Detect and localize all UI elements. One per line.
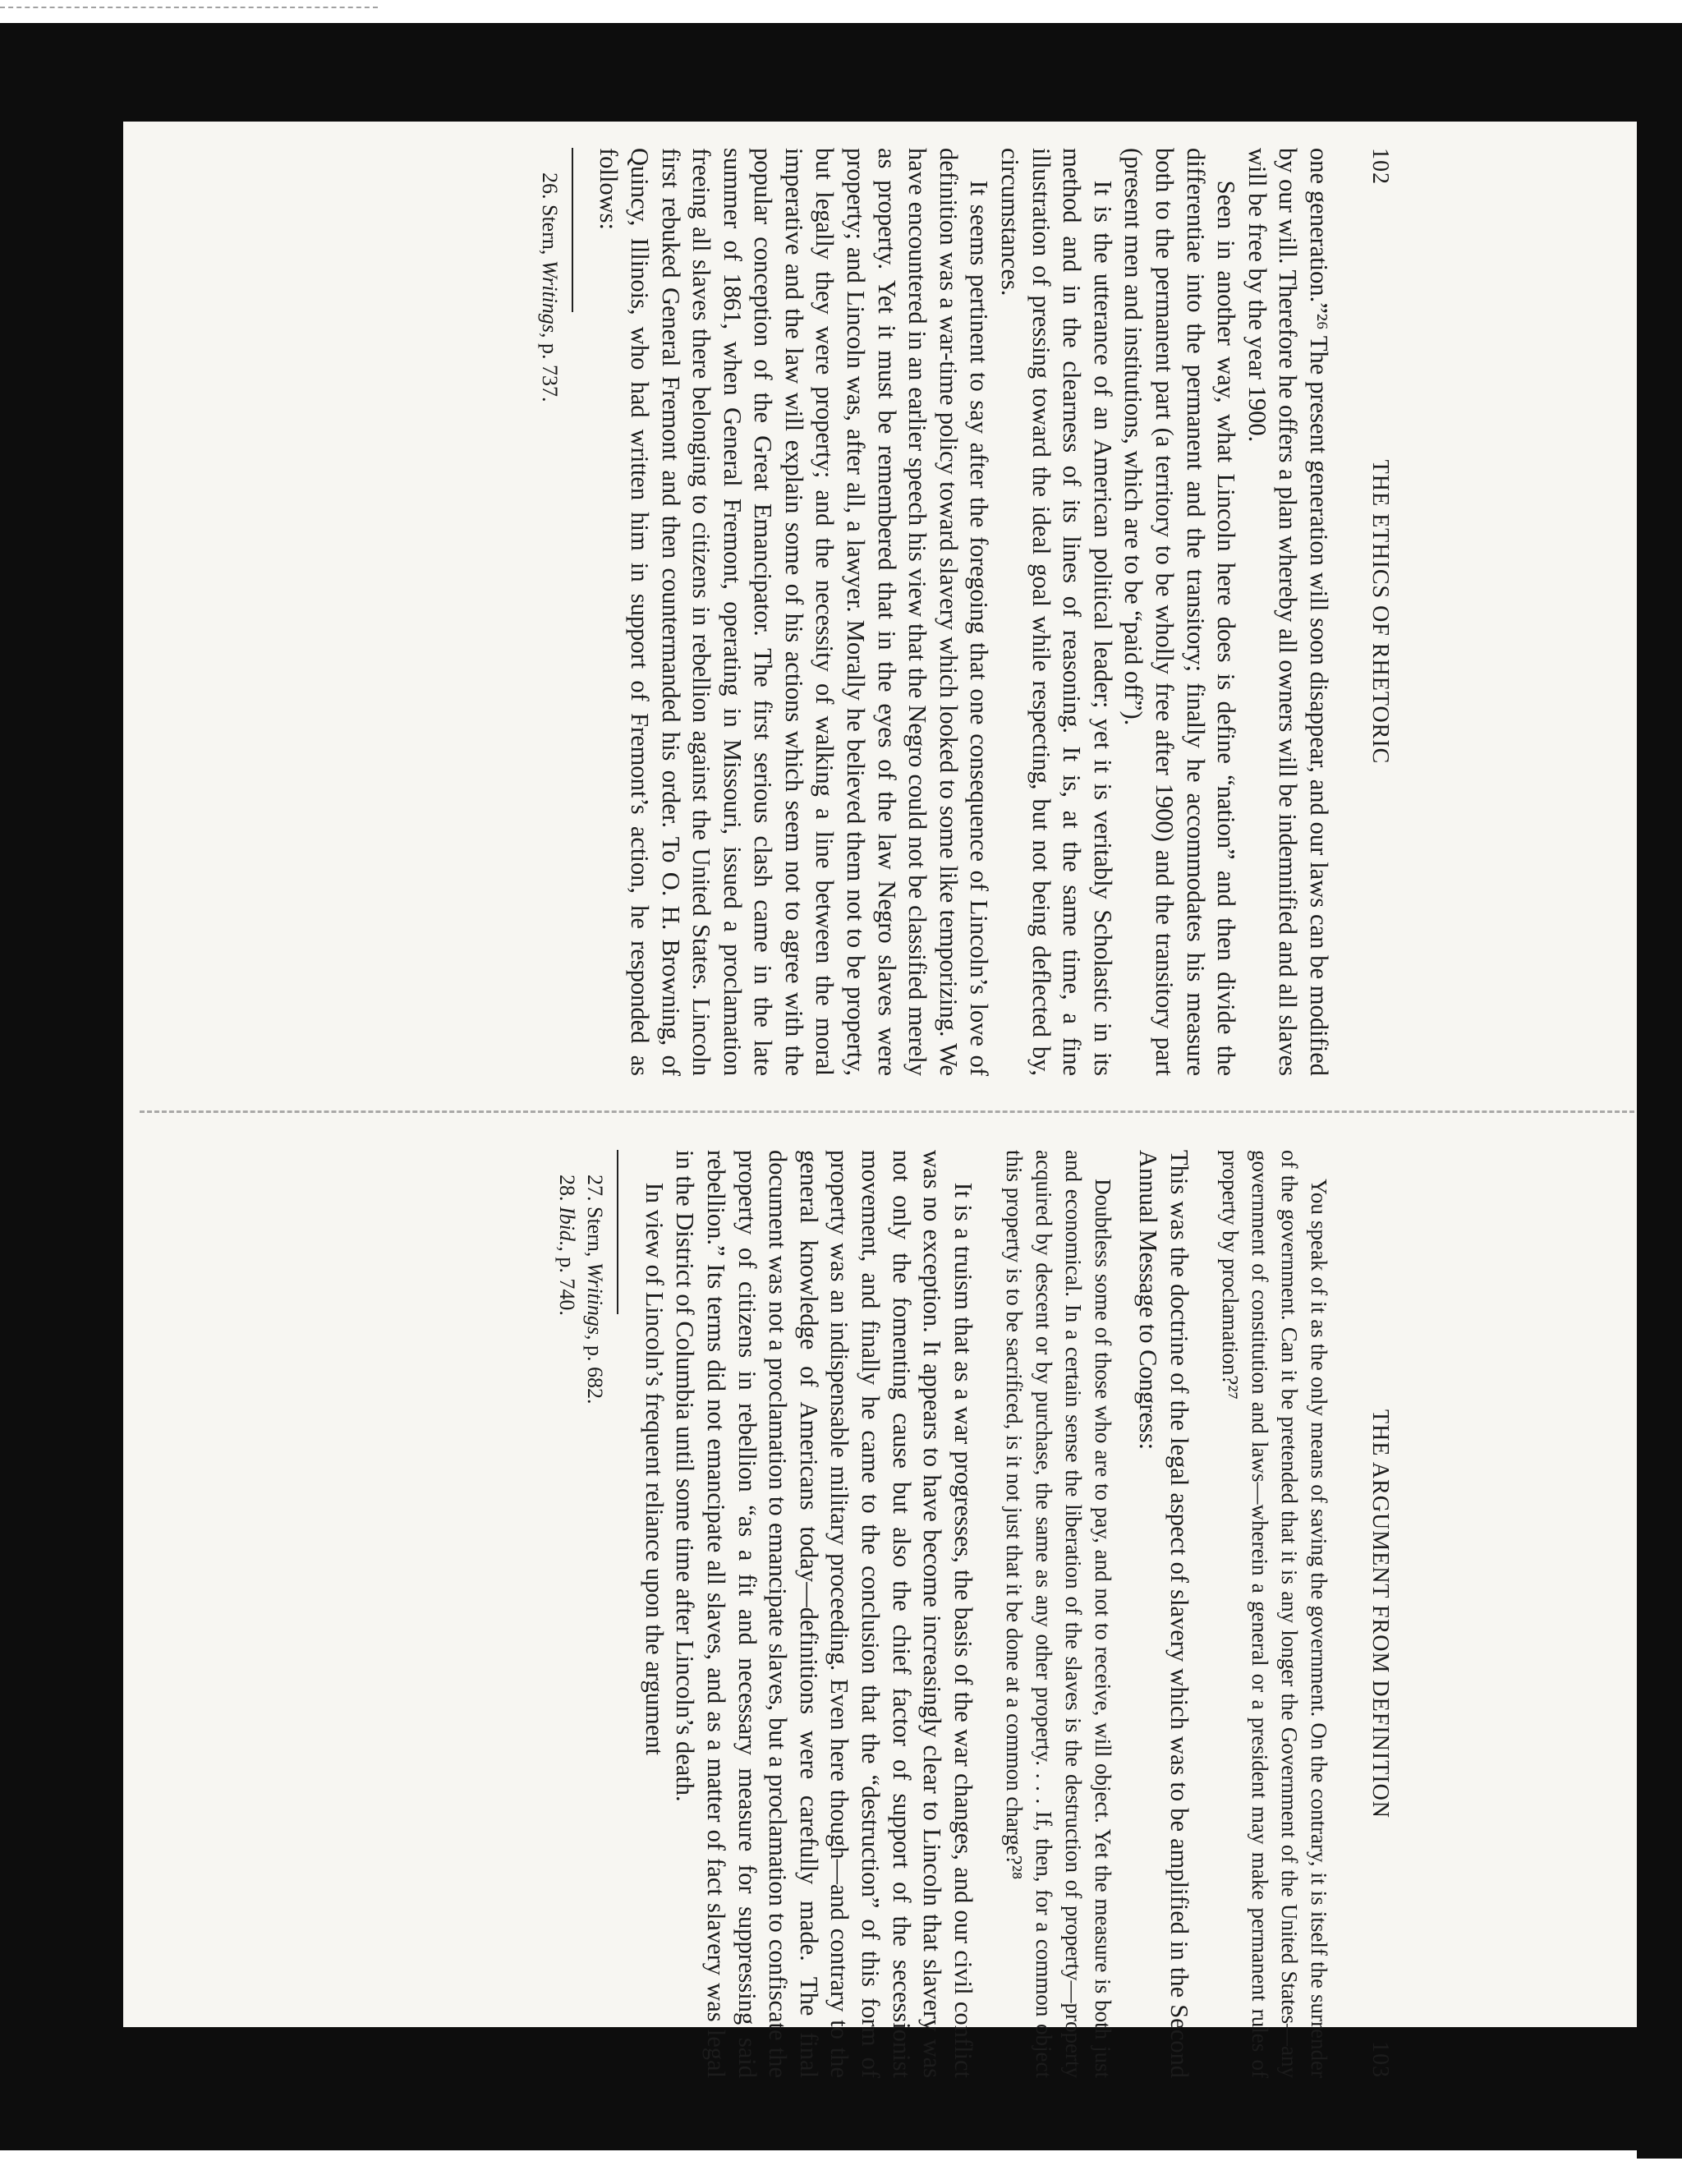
footnote-number: 26. — [537, 172, 562, 200]
paragraph: It is the utterance of an American political leader; yet it is veritably Scholastic in its method and in the clearness of its lines of reasoning. It is, at the same time, a fine illustration of pressing toward the ideal goal while respecting, but not being deflected by, circumstances. — [996, 148, 1117, 1076]
left-text-body — [593, 148, 1334, 1076]
footnote-26 — [535, 148, 563, 1076]
paragraph: In view of Lincoln’s frequent reliance upon the argument — [640, 1182, 669, 1755]
paragraph: This was the doctrine of the legal aspect of slavery which was to be amplified in the Second Annual Message to Congress: — [1134, 1150, 1193, 2078]
page-number: 103 — [1367, 2041, 1393, 2078]
footnote-28 — [553, 1150, 581, 2078]
scan-border-left — [0, 23, 123, 2109]
paragraph: It is a truism that as a war progresses, the basis of the war changes, and our civil conflict was no exception. It appears to have become increasingly clear to Lincoln that slavery was not only the fomenting cause but also the chief factor of support of the secessionist movement, and finally he came to the conclusion that the “destruction” of this form of property was an indispensable military proceeding. Even here though—and contrary to the general knowledge of Americans today—definitions were carefully made. The final document was not a proclamation to emancipate slaves, but a proclamation to confiscate the property of citizens in rebellion “as a fit and necessary measure for suppressing said rebellion.” Its terms did not emancipate all slaves, and as a matter of fact slavery was legal in the District of Columbia until some time after Lincoln’s death. — [671, 1150, 977, 2078]
running-head-title: THE ARGUMENT FROM DEFINITION — [1367, 1409, 1393, 1819]
footnote-page: p. 737. — [537, 343, 562, 402]
footnote-number: 28. — [555, 1175, 580, 1202]
footnote-author: Stern, — [583, 1207, 608, 1258]
running-head-title: THE ETHICS OF RHETORIC — [1367, 459, 1393, 765]
footnote-page: p. 740. — [555, 1257, 580, 1316]
scan-border-top — [0, 23, 1682, 122]
footnote-page: p. 682. — [583, 1345, 608, 1405]
page-number: 102 — [1367, 148, 1393, 185]
footnote-work: Writings, — [583, 1262, 608, 1340]
paragraph: one generation.”²⁶ The present generation will soon disappear, and our laws can be modified by our will. Therefore he offers a plan whereby all owners will be indemnified and all slaves will be free by the year 1900. — [1243, 148, 1333, 1076]
quote-text: Doubtless some of those who are to pay, and not to receive, will object. Yet the measure is both just and economical. In a certain sense the liberation of the slaves is the destruction of property—property acquired by descent or by purchase, the same as any other property. . . . If, then, for a common object this property is to be sacrificed, is it not just that it be done at a common charge?²⁸ — [1001, 1150, 1115, 2078]
paragraph: Seen in another way, what Lincoln here does is define “nation” and then divide the differentiae into the permanent and the transitory; finally he accommodates his measure both to the permanent part (a territory to be wholly free after 1900) and the transitory part (present men and institutions, which are to be “paid off”). — [1119, 148, 1241, 1076]
footnote-work: Ibid., — [555, 1207, 580, 1252]
quote-text: You speak of it as the only means of saving the government. On the contrary, it is itself the surrender of the government. Can it be pretended that it is any longer the Government of the United States—any government of constitution and laws—wherein a general or a president may make permanent rules of property by proclamation?²⁷ — [1218, 1150, 1331, 2078]
footnote-work: Writings, — [537, 260, 562, 338]
paragraph: It seems pertinent to say after the foregoing that one consequence of Lincoln’s love of definition was a war-time policy toward slavery which looked to some like temporizing. We have encountered in an earlier speech his view that the Negro could not be classified merely as property. Yet it must be remembered that in the eyes of the law Negro slaves were property; and Lincoln was, after all, a lawyer. Morally he believed them not to be property, but legally they were property; and the necessity of walking a line between the moral imperative and the law will explain some of his actions which seem not to agree with the popular conception of the Great Emancipator. The first serious clash came in the late summer of 1861, when General Fremont, operating in Missouri, issued a proclamation freeing all slaves there belonging to citizens in rebellion against the United States. Lincoln first rebuked General Fremont and then countermanded his order. To O. H. Browning, of Quincy, Illinois, who had written him in support of Fremont’s action, he responded as follows: — [595, 148, 994, 1076]
footnote-rule — [617, 1150, 618, 1314]
left-running-head — [1363, 148, 1396, 1076]
footnote-27 — [581, 1150, 609, 2078]
footnote-number: 27. — [583, 1175, 608, 1202]
block-quote — [1216, 1150, 1334, 2078]
right-text-body — [638, 1150, 1334, 2078]
footnote-author: Stern, — [537, 205, 562, 255]
scan-border-right — [1637, 23, 1682, 2159]
footnote-rule — [572, 148, 573, 312]
scan-artifact-ticks — [0, 7, 378, 13]
right-running-head — [1363, 1150, 1396, 2078]
right-page — [296, 1150, 1396, 2078]
block-quote — [1000, 1150, 1118, 2078]
left-page — [296, 148, 1396, 1076]
book-spread — [296, 148, 1396, 2078]
